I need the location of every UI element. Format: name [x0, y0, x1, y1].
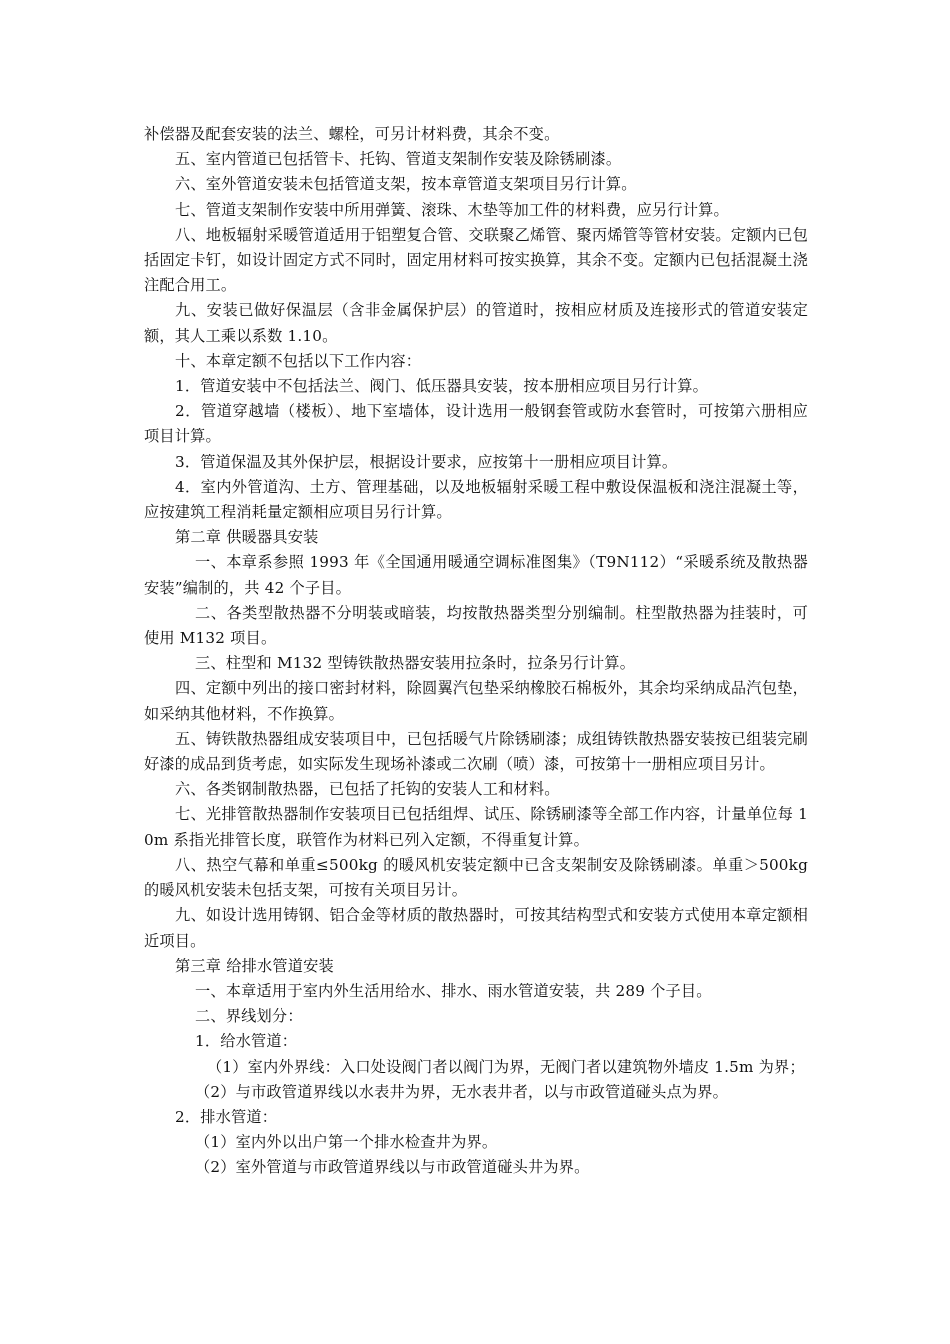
paragraph: 十、本章定额不包括以下工作内容： [175, 351, 422, 370]
paragraph: 四、定额中列出的接口密封材料，除圆翼汽包垫采纳橡胶石棉板外，其余均采纳成品汽包垫，如采纳其他材料，不作换算。 [144, 679, 808, 723]
paragraph: （2）室外管道与市政管道界线以与市政管道碰头井为界。 [195, 1158, 590, 1177]
paragraph: 1．管道安装中不包括法兰、阀门、低压器具安装，按本册相应项目另行计算。 [175, 377, 709, 396]
paragraph: （2）与市政管道界线以水表井为界，无水表井者，以与市政管道碰头点为界。 [195, 1082, 729, 1101]
paragraph: 1．给水管道： [195, 1032, 298, 1051]
paragraph: 2．管道穿越墙（楼板）、地下室墙体，设计选用一般钢套管或防水套管时，可按第六册相应项目计算。 [144, 402, 808, 446]
paragraph: 七、光排管散热器制作安装项目已包括组焊、试压、除锈刷漆等全部工作内容，计量单位每 10m 系指光排管长度，联管作为材料已列入定额，不得重复计算。 [144, 805, 808, 849]
paragraph: 六、各类钢制散热器，已包括了托钩的安装人工和材料。 [175, 780, 560, 799]
paragraph: 九、安装已做好保温层（含非金属保护层）的管道时，按相应材质及连接形式的管道安装定额，其人工乘以系数 1.10。 [144, 301, 808, 345]
paragraph: 一、本章适用于室内外生活用给水、排水、雨水管道安装，共 289 个子目。 [195, 981, 712, 1000]
chapter-heading: 第二章 供暖器具安装 [175, 528, 319, 547]
paragraph: 九、如设计选用铸钢、铝合金等材质的散热器时，可按其结构型式和安装方式使用本章定额相近项目。 [144, 906, 808, 950]
paragraph: 二、各类型散热器不分明装或暗装，均按散热器类型分别编制。柱型散热器为挂装时，可使用 M132 项目。 [144, 603, 808, 648]
paragraph: 补偿器及配套安装的法兰、螺栓，可另计材料费，其余不变。 [144, 125, 560, 143]
paragraph: （1）室内外界线：入口处设阀门者以阀门为界，无阀门者以建筑物外墙皮 1.5m 为界； [207, 1057, 805, 1076]
paragraph: 3．管道保温及其外保护层，根据设计要求，应按第十一册相应项目计算。 [175, 452, 678, 471]
paragraph: 二、界线划分： [195, 1007, 303, 1026]
paragraph: 六、室外管道安装未包括管道支架，按本章管道支架项目另行计算。 [175, 175, 637, 194]
chapter-heading: 第三章 给排水管道安装 [175, 956, 334, 975]
paragraph: （1）室内外以出户第一个排水检查井为界。 [195, 1133, 498, 1152]
paragraph: 五、室内管道已包括管卡、托钩、管道支架制作安装及除锈刷漆。 [175, 150, 622, 169]
paragraph: 4．室内外管道沟、土方、管理基础，以及地板辐射采暖工程中敷设保温板和浇注混凝土等，应按建筑工程消耗量定额相应项目另行计算。 [144, 477, 808, 522]
paragraph: 八、地板辐射采暖管道适用于铝塑复合管、交联聚乙烯管、聚丙烯管等管材安装。定额内已包括固定卡钉，如设计固定方式不同时，固定用材料可按实换算，其余不变。定额内已包括混凝土浇注配合用工。 [144, 225, 808, 295]
paragraph: 一、本章系参照 1993 年《全国通用暖通空调标准图集》（T9N112）“采暖系统及散热器安装”编制的，共 42 个子目。 [144, 553, 808, 597]
paragraph: 2．排水管道： [175, 1107, 278, 1126]
paragraph: 三、柱型和 M132 型铸铁散热器安装用拉条时，拉条另行计算。 [195, 654, 636, 673]
paragraph: 七、管道支架制作安装中所用弹簧、滚珠、木垫等加工件的材料费，应另行计算。 [175, 200, 729, 219]
document-body [144, 122, 808, 1181]
paragraph: 五、铸铁散热器组成安装项目中，已包括暖气片除锈刷漆；成组铸铁散热器安装按已组装完刷好漆的成品到货考虑，如实际发生现场补漆或二次刷（喷）漆，可按第十一册相应项目另计。 [144, 729, 808, 774]
paragraph: 八、热空气幕和单重≤500kg 的暖风机安装定额中已含支架制安及除锈刷漆。单重＞500kg 的暖风机安装未包括支架，可按有关项目另计。 [144, 855, 808, 900]
